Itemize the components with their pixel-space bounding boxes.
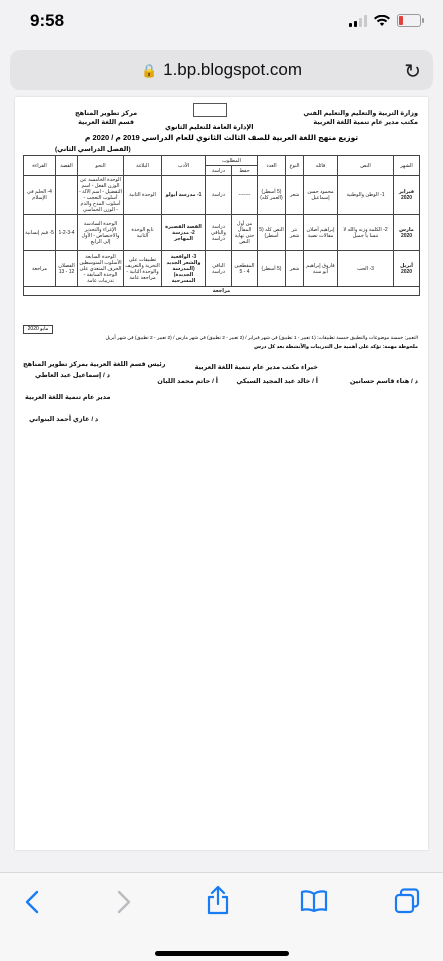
- curriculum-table: [23, 155, 420, 296]
- header-curriculum-line-2: قسم اللغة العربية: [78, 119, 135, 126]
- sig-director-name: د / غازي أحمد البنواني: [29, 416, 99, 423]
- date-cell: مايو 2020: [23, 325, 53, 334]
- cell-text: 1- الوطن والوطنية: [338, 176, 394, 215]
- forward-icon[interactable]: [116, 890, 132, 914]
- sig-expert-3: أ / حاتم محمد اللبان: [157, 378, 218, 385]
- col-literature: الأدب: [162, 156, 206, 176]
- review-label: مراجعة: [24, 287, 420, 296]
- cell-count: (5 أسطر): [258, 251, 286, 287]
- status-bar: [0, 0, 443, 44]
- cell-rhetoric: الوحدة الثانية: [124, 176, 162, 215]
- cell-story: الفصلان 12 - 13: [56, 251, 78, 287]
- header-curriculum-line-1: مركز تطوير المناهج: [75, 110, 138, 117]
- cell-reading: مراجعة: [24, 251, 56, 287]
- essay-note: التعبير: خمسة موضوعات والتطبيق خمسة تطبيقات: (1 تعبير - 1 تطبيق) في شهر فبراير / (2 تعبير - 2 تطبيق) في شهر مارس / (2 تعبير - 2 تطبيق) في شهر أبريل: [105, 336, 418, 341]
- cell-text: 3- الحب: [338, 251, 394, 287]
- tabs-icon[interactable]: [394, 888, 420, 914]
- cell-month: أبريل 2020: [394, 251, 420, 287]
- cell-literature: القصة القصيرة 2- مدرسة المهاجر: [162, 215, 206, 251]
- cell-study: دراسة والباقي دراسة: [206, 215, 232, 251]
- admin-title: الإدارة العامة للتعليم الثانوي: [165, 124, 254, 131]
- col-text: النص: [338, 156, 394, 176]
- sig-expert-2: أ / خالد عبد المجيد السبكي: [236, 378, 318, 385]
- share-icon[interactable]: [206, 885, 230, 915]
- bottom-toolbar: [0, 872, 443, 961]
- cell-reading: 5- قيم إنسانية: [24, 215, 56, 251]
- header-ministry-line-2: مكتب مدير عام تنمية اللغة العربية: [313, 119, 418, 126]
- cell-grammar: الوحدة السابعة الأسلوب المتوسطين الحرف المتعدي على الوحدة السابقة - تدريبات عامة: [78, 251, 124, 287]
- col-story: القصة: [56, 156, 78, 176]
- url-display[interactable]: [10, 60, 433, 80]
- cell-memorize: -------: [232, 176, 258, 215]
- cell-memorize: المقطعين 4 - 5: [232, 251, 258, 287]
- important-note: ملحوظة مهمة: تؤكد على أهمية حل التدريبات والأنشطة بعد كل درس: [254, 344, 418, 350]
- cellular-signal-icon: [349, 15, 367, 27]
- status-time: 9:58: [30, 11, 65, 30]
- cell-author: فاروق إبراهيم أبو سنة: [304, 251, 338, 287]
- cell-text: 2- الكلمة وزنه والله لا تنسا يا جميل: [338, 215, 394, 251]
- col-month: الشهر: [394, 156, 420, 176]
- cell-month: فبراير 2020: [394, 176, 420, 215]
- sig-head-name: د / إسماعيل عبد العاطي: [35, 372, 111, 379]
- reload-icon[interactable]: ↻: [404, 61, 421, 83]
- table-row: [24, 215, 420, 251]
- header-curriculum: [75, 109, 137, 127]
- sig-director-title: مدير عام تنمية اللغة العربية: [25, 394, 111, 401]
- cell-grammar: الوحدة الخامسة عن الوزن الفعل - اسم التفضيل - اسم الآلة - أسلوب التعجب - أسلوب المدح والذم - الوزن الخماسي: [79, 177, 122, 213]
- cell-story: 1-2-3-4: [56, 215, 78, 251]
- cell-author: محمود حسن إسماعيل: [304, 176, 338, 215]
- table-row: [24, 251, 420, 287]
- table-row: [24, 176, 420, 215]
- col-rhetoric: البلاغة: [124, 156, 162, 176]
- sig-expert-1: د / هناء قاسم حسانين: [349, 378, 418, 385]
- term-label: (الفصل الدراسي الثاني): [55, 146, 131, 153]
- cell-month: مارس 2020: [394, 215, 420, 251]
- cell-author: إبراهيم أصلان مقالات نصية: [304, 215, 338, 251]
- col-grammar: النحو: [78, 156, 124, 176]
- document-title: توزيع منهج اللغة العربية للصف الثالث الثانوي للعام الدراسي 2019 م / 2020 م: [84, 133, 359, 142]
- table-header-row: [24, 156, 420, 166]
- document-image: [15, 97, 428, 850]
- col-required: المطلوب: [206, 156, 258, 166]
- bookmarks-icon[interactable]: [300, 890, 328, 912]
- col-memorize: حفظ: [232, 166, 258, 176]
- col-count: العدد: [258, 156, 286, 176]
- cell-count: (5 أسطر) (العمر كله): [258, 176, 286, 215]
- col-study: دراسة: [206, 166, 232, 176]
- cell-story: [56, 176, 78, 215]
- header-ministry-line-1: وزارة التربية والتعليم والتعليم الفني: [303, 110, 418, 117]
- cell-rhetoric: تطبيقات على التحرية والتعريف والوحدة الثانية - مراجعة عامة: [124, 251, 162, 287]
- cell-study: دراسة: [206, 176, 232, 215]
- cell-count: النص كله (5 أسطر): [258, 215, 286, 251]
- emblem-logo: [193, 103, 227, 117]
- sig-head-title: رئيس قسم اللغة العربية بمركز تطوير المناهج: [23, 361, 166, 368]
- status-icons: [349, 14, 421, 27]
- cell-type: شعر: [286, 251, 304, 287]
- address-bar[interactable]: [10, 50, 433, 90]
- back-icon[interactable]: [24, 890, 40, 914]
- cell-type: شعر: [286, 176, 304, 215]
- col-type: النوع: [286, 156, 304, 176]
- wifi-icon: [374, 15, 390, 27]
- cell-type: نثر شعر: [286, 215, 304, 251]
- col-author: قائله: [304, 156, 338, 176]
- table-review-row: [24, 287, 420, 296]
- url-text: 1.bp.blogspot.com: [163, 60, 303, 79]
- battery-icon: [397, 14, 421, 27]
- lock-icon: 🔒: [140, 63, 158, 78]
- header-ministry: [303, 109, 418, 127]
- cell-literature: 1- مدرسة أبولو: [162, 176, 206, 215]
- cell-memorize: من أول المقال حتى نهاية النص: [232, 215, 258, 251]
- sig-experts-title: خبراء مكتب مدير عام تنمية اللغة العربية: [194, 364, 318, 371]
- home-indicator: [155, 951, 289, 956]
- cell-study: الباقي دراسة: [206, 251, 232, 287]
- cell-grammar: الوحدة السادسة الإغراء والتحذير والاختصاص - الأول إلى الرابع: [78, 215, 124, 251]
- cell-literature: 3- الواقعية والشعر الجديد (المدرسة الجديدة) المسرحية: [162, 251, 206, 287]
- col-reading: القراءة: [24, 156, 56, 176]
- cell-rhetoric: تابع الوحدة الثانية: [124, 215, 162, 251]
- cell-reading: 4- الحلم في الإسلام: [24, 176, 56, 215]
